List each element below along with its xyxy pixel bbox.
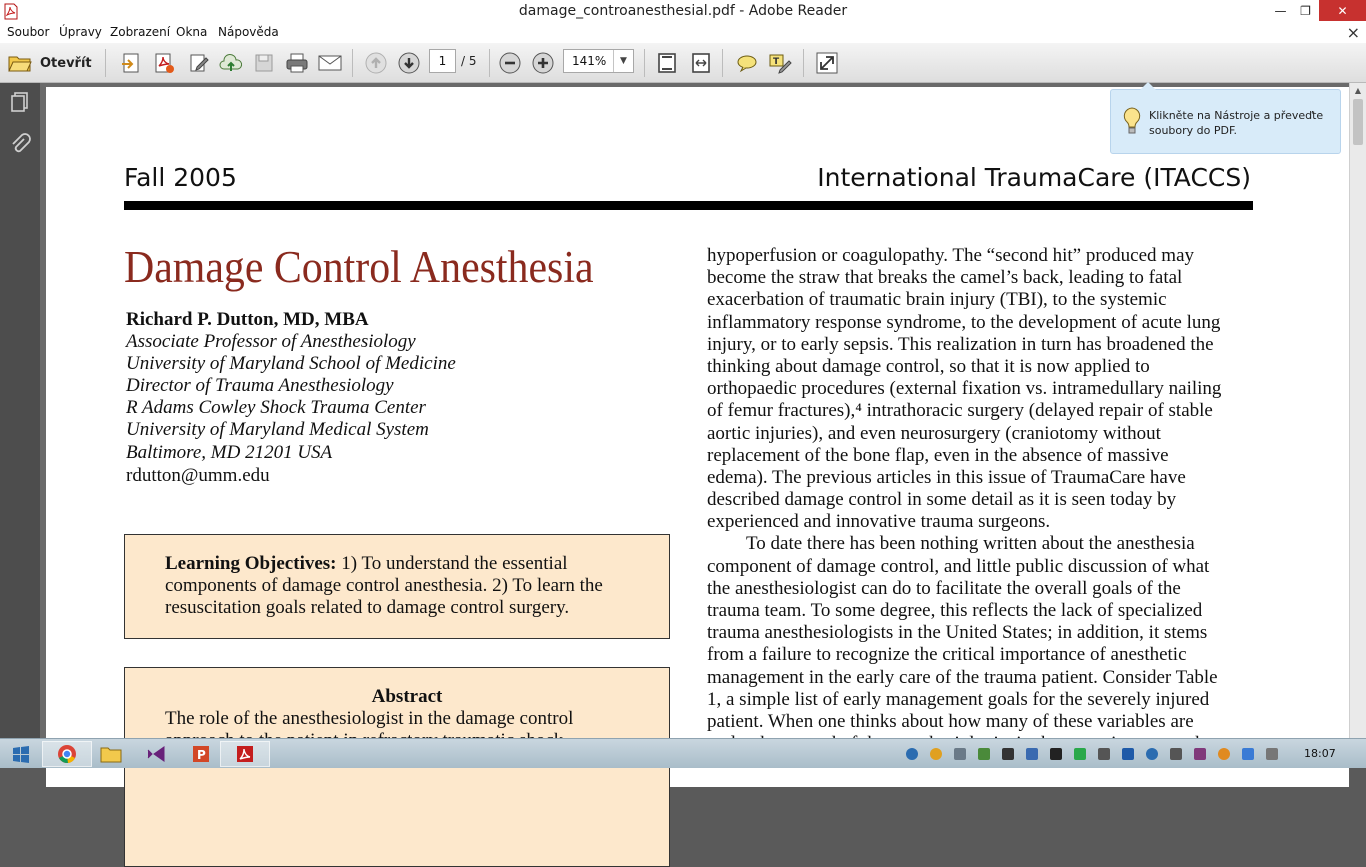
tray-app-icon[interactable] [906,748,918,760]
title-bar [0,0,1366,23]
cloud-upload-icon [219,52,243,74]
page-total: / 5 [461,54,477,68]
onenote-icon[interactable] [1194,748,1206,760]
expand-icon [816,52,838,74]
fit-page-icon [656,52,678,74]
navigation-pane [0,83,40,738]
visual-studio-icon [146,744,166,764]
minimize-button[interactable]: — [1274,3,1287,18]
body-text-line: To date there has been nothing written about the anesthesia [746,533,1195,555]
zoom-select[interactable] [563,49,634,73]
body-text-line: of femur fractures),⁴ intrathoracic surgery (delayed repair of stable [707,400,1213,422]
body-text-line: exacerbation of traumatic brain injury (TBI), to the systemic [707,289,1167,311]
menu-okna[interactable]: Okna [176,25,208,39]
tools-tooltip [1110,89,1341,154]
tray-app-icon[interactable] [1218,748,1230,760]
body-text-line: trauma team. To some degree, this reflects the lack of specialized [707,600,1203,621]
tray-app-icon[interactable] [954,748,966,760]
body-text-line: injury, or to early sepsis. This realization in turn has broadened the [707,333,1214,355]
pdf-document-icon [153,52,175,74]
tray-app-icon[interactable] [1074,748,1086,760]
affiliation-line: University of Maryland Medical System [126,419,429,440]
tray-app-icon[interactable] [1170,748,1182,760]
minus-circle-icon [499,52,521,74]
menu-napoveda[interactable]: Nápověda [218,25,279,39]
body-text-line: edema). The previous articles in this issue of TraumaCare have [707,466,1186,488]
attachment-paperclip-icon[interactable] [9,133,31,157]
fit-width-icon [690,52,712,74]
separator [489,49,490,77]
document-viewport[interactable] [40,83,1349,738]
body-text-line: hypoperfusion or coagulopathy. The “second hit” produced may [707,245,1194,266]
tray-app-icon[interactable] [1002,748,1014,760]
body-text-line: 1, a simple list of early management goals for the severely injured [707,688,1210,710]
body-text-line: trauma anesthesiologists in the United States; in addition, it stems [707,622,1208,644]
separator [105,49,106,77]
close-document-icon[interactable]: × [1346,23,1360,42]
menu-upravy[interactable]: Úpravy [59,25,102,39]
taskbar [0,738,1366,768]
highlight-pen-icon [768,52,792,74]
tray-app-icon[interactable] [1146,748,1158,760]
open-button[interactable] [8,51,92,75]
folder-icon [100,745,122,763]
print-button[interactable] [283,51,311,75]
windows-logo-icon [12,745,30,763]
create-pdf-icon [120,52,142,74]
tray-app-icon[interactable] [1050,748,1062,760]
previous-page-button[interactable] [363,51,389,75]
menu-zobrazeni[interactable]: Zobrazení [110,25,171,39]
pdf-page [46,87,1349,787]
author-email: rdutton@umm.edu [126,465,270,486]
lightbulb-icon [1121,106,1143,136]
body-text-line: replacement of the bone flap, even in the absence of massive [707,444,1169,466]
body-text-line: from a failure to recognize the critical importance of anesthetic [707,644,1187,666]
separator [722,49,723,77]
create-pdf-button[interactable] [118,51,144,75]
folder-open-icon [8,53,32,73]
author-name: Richard P. Dutton, MD, MBA [126,309,369,330]
header-rule [124,201,1253,210]
tray-app-icon[interactable] [1098,748,1110,760]
clock[interactable]: 18:07 [1304,747,1336,760]
article-title: Damage Control Anesthesia [124,242,594,292]
taskbar-powerpoint[interactable] [176,741,226,767]
learning-objectives-box [124,534,670,639]
chrome-icon [57,744,77,764]
svg-text:P: P [197,748,206,762]
body-text-line: experienced and innovative trauma surgeons. [707,511,1051,533]
taskbar-chrome[interactable] [42,741,92,767]
separator [352,49,353,77]
journal-season: Fall 2005 [124,163,237,192]
comment-button[interactable] [734,51,760,75]
powerpoint-icon [191,744,211,764]
body-text-line: aortic injuries), and even neurosurgery (craniotomy without [707,422,1161,444]
edit-document-icon [188,52,210,74]
open-button-label: Otevřít [40,55,92,71]
volume-icon[interactable] [1266,748,1278,760]
body-text-line: patient. When one thinks about how many of these variables are [707,710,1194,732]
edit-pdf-button[interactable] [186,51,212,75]
body-text-line: thinking about damage control, so that it is now applied to [707,355,1150,377]
email-button[interactable] [316,51,344,75]
tray-app-icon[interactable] [1242,748,1254,760]
menu-soubor[interactable]: Soubor [7,25,50,39]
affiliation-line: Director of Trauma Anesthesiology [126,375,394,396]
save-button[interactable] [251,51,277,75]
fit-width-button[interactable] [688,51,714,75]
body-text-line: orthopaedic procedures (external fixation vs. intramedullary nailing [707,378,1222,400]
abstract-text: The role of the anesthesiologist in the damage control [165,708,574,729]
speech-bubble-icon [736,53,758,73]
start-button[interactable] [0,741,42,767]
print-icon [285,52,309,74]
affiliation-line: University of Maryland School of Medicine [126,353,456,374]
menu-bar [0,23,1366,43]
envelope-icon [318,54,342,72]
affiliation-line: Baltimore, MD 21201 USA [126,442,333,463]
learning-objectives-label: Learning Objectives: [165,553,337,574]
adobe-reader-icon [235,744,255,764]
taskbar-file-explorer[interactable] [86,741,136,767]
body-text-line: management in the early care of the trauma patient. Consider Table [707,666,1218,688]
scroll-up-arrow-icon[interactable]: ▲ [1354,85,1362,95]
save-icon [254,53,274,73]
learning-objectives-text: 1) To understand the essential components of damage control anesthesia. 2) To learn the resuscitation goals related to damage control surgery. [165,553,603,618]
arrow-down-circle-icon [398,52,420,74]
export-pdf-button[interactable] [151,51,177,75]
next-page-button[interactable] [396,51,422,75]
highlight-text-button[interactable] [767,51,793,75]
abstract-heading: Abstract [371,686,443,707]
tray-app-icon[interactable] [978,748,990,760]
journal-name: International TraumaCare (ITACCS) [817,163,1251,192]
bluetooth-icon[interactable] [1122,748,1134,760]
separator [644,49,645,77]
body-text-line: inflammatory response syndrome, to the development of acute lung [707,311,1221,333]
body-text-line: component of damage control, and little public discussion of what [707,555,1210,577]
zoom-value: 141% [572,54,607,68]
tooltip-text: Klikněte na Nástroje a převeďte soubory do PDF. [1149,109,1324,137]
zoom-in-button[interactable] [530,51,556,75]
vertical-scrollbar[interactable] [1349,83,1366,738]
arrow-up-circle-icon [365,52,387,74]
chevron-down-icon[interactable]: ▼ [613,50,633,72]
body-text-line: the anesthesiologist can do to facilitate the overall goals of the [707,577,1181,599]
taskbar-visual-studio[interactable] [131,741,181,767]
fit-page-button[interactable] [654,51,680,75]
tray-app-icon[interactable] [930,748,942,760]
tooltip-arrow [1140,82,1156,90]
scroll-thumb[interactable] [1353,99,1363,145]
body-text-line: become the straw that breaks the camel’s back, leading to fatal [707,267,1183,289]
separator [803,49,804,77]
body-text-line: described damage control in some detail as it is seen today by [707,489,1177,511]
upload-button[interactable] [218,51,244,75]
tray-app-icon[interactable] [1026,748,1038,760]
toolbar [0,43,1366,83]
window-title: damage_controanesthesial.pdf - Adobe Reader [518,3,848,19]
close-window-button[interactable]: ✕ [1319,0,1366,21]
zoom-out-button[interactable] [497,51,523,75]
taskbar-adobe-reader[interactable] [220,741,270,767]
affiliation-line: Associate Professor of Anesthesiology [126,331,416,352]
svg-text:T: T [773,57,780,67]
maximize-button[interactable]: ❐ [1300,3,1311,18]
affiliation-line: R Adams Cowley Shock Trauma Center [126,397,426,418]
body-column [707,245,1247,755]
plus-circle-icon [532,52,554,74]
page-thumbnails-icon[interactable] [9,91,31,113]
fullscreen-button[interactable] [814,51,840,75]
page-number-input[interactable]: 1 [429,49,456,73]
